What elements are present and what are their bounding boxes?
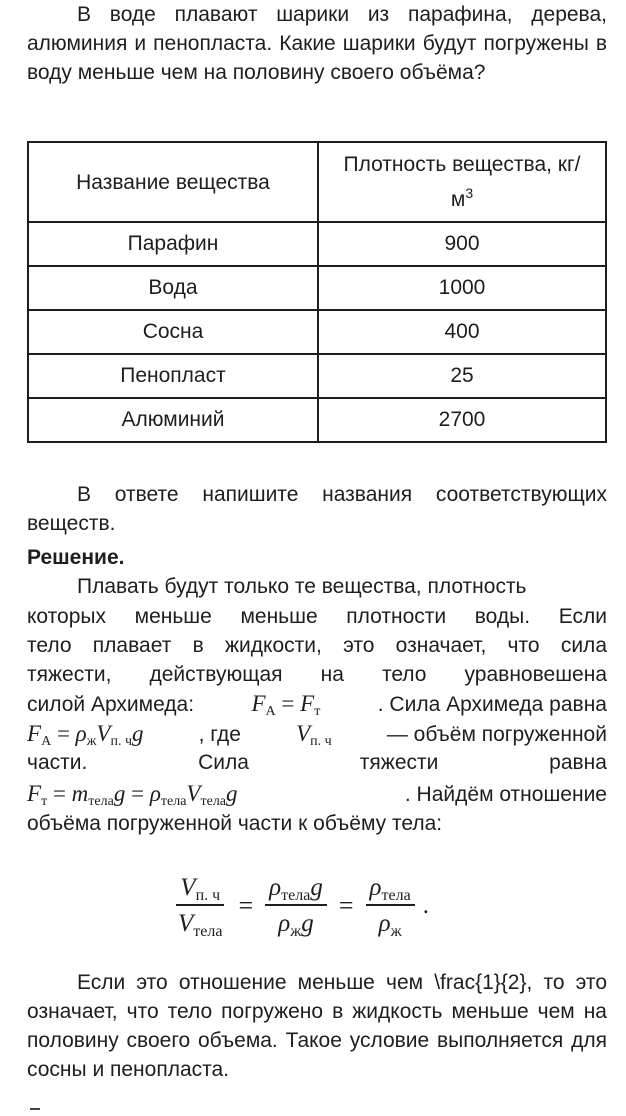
- cell-density: 2700: [318, 398, 606, 442]
- cell-density: 900: [318, 222, 606, 266]
- cell-name: Парафин: [28, 222, 318, 266]
- table-header-row: [28, 142, 606, 222]
- fraction-weight-ratio: $\frac{\rho_{тела}g}{\rho_жg}$: [265, 874, 327, 938]
- cell-name: Вода: [28, 266, 318, 310]
- solution-line-9: объёма погруженной части к объёму тела:: [27, 812, 443, 835]
- cell-density: 1000: [318, 266, 606, 310]
- cell-name: Алюминий: [28, 398, 318, 442]
- solution-line-3: тело плавает в жидкости, это означает, что сила: [27, 634, 607, 657]
- formula-gravity: $F_т = m_{тела}g = \rho_{тела}V_{тела}g$: [27, 781, 238, 809]
- formula-archimedes: $F_A = \rho_жV_{п. ч}g$: [27, 721, 144, 749]
- header-substance: Название вещества: [28, 142, 318, 222]
- solution-line-4: тяжести, действующая на тело уравновешена: [27, 663, 607, 686]
- cell-name: Сосна: [28, 310, 318, 354]
- solution-line-5: силой Архимеда: $F_A = F_т$ . Сила Архимеда равна: [27, 691, 607, 719]
- cell-name: Пенопласт: [28, 354, 318, 398]
- cell-density: 25: [318, 354, 606, 398]
- ratio-formula: $\frac{V_{п. ч}}{V_{тела}}$ = $\frac{\rho_{тела}g}{\rho_жg}$ = $\frac{\rho_{тела}}{\rho_ж}$ .: [168, 868, 429, 944]
- solution-line-1: Плавать будут только те вещества, плотность: [77, 575, 527, 598]
- solution-line-6: $F_A = \rho_жV_{п. ч}g$ , где $V_{п. ч}$ — объём погруженной: [27, 721, 607, 749]
- cell-density: 400: [318, 310, 606, 354]
- solution-line-2: которых меньше меньше плотности воды. Если: [27, 605, 607, 628]
- solution-title: Решение.: [27, 546, 125, 569]
- density-table: [27, 141, 607, 443]
- table-row: [28, 222, 606, 266]
- table-row: [28, 398, 606, 442]
- table-row: [28, 266, 606, 310]
- header-density: Плотность вещества, $кг/м^3$: [318, 142, 606, 222]
- question-text: В воде плавают шарики из парафина, дерева, алюминия и пенопласта. Какие шарики будут погружены в воду меньше чем на половину своего объёма?: [27, 3, 607, 84]
- table-row: [28, 354, 606, 398]
- solution-line-8: $F_т = m_{тела}g = \rho_{тела}V_{тела}g$ . Найдём отношение: [27, 781, 607, 809]
- formula-vpch: $V_{п. ч}$: [296, 721, 332, 749]
- solution-line-7: части. Сила тяжести равна: [27, 751, 607, 774]
- fraction-density-ratio: $\frac{\rho_{тела}}{\rho_ж}$: [366, 874, 415, 938]
- answer-prompt: В ответе напишите названия соответствующих веществ.: [27, 483, 607, 535]
- fraction-volume-ratio: $\frac{V_{п. ч}}{V_{тела}}$: [178, 874, 223, 940]
- table-row: [28, 310, 606, 354]
- conclusion-text: Если это отношение меньше чем \frac{1}{2}, то это означает, что тело погружено в жидкость меньше чем на половину своего объема. Такое условие выполняется для сосны и пенопласта.: [27, 971, 607, 1081]
- formula-fa-eq-ft: $F_A = F_т$: [251, 691, 321, 719]
